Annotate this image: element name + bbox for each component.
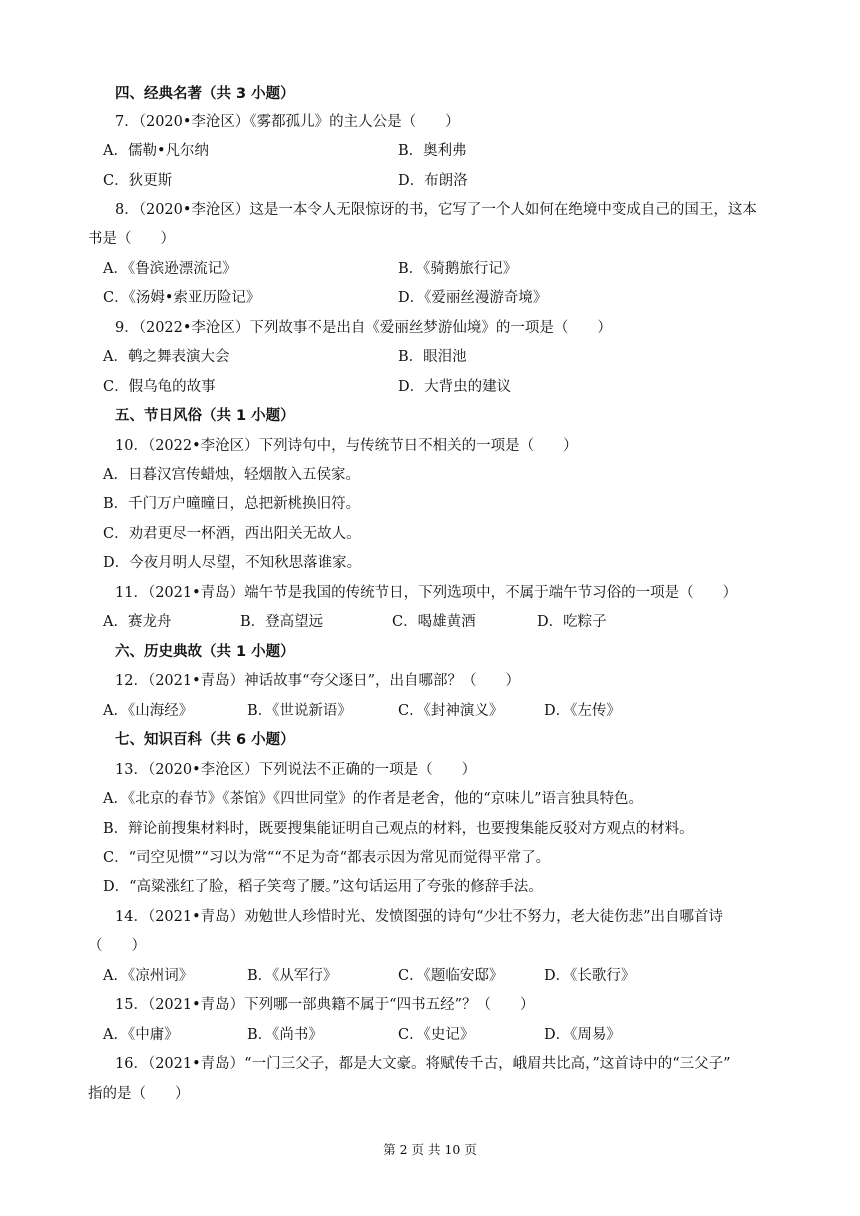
question-7-stem: 7．（2020•李沧区）《雾都孤儿》的主人公是（ ） bbox=[115, 114, 460, 130]
question-14-option-c: C．《题临安邸》 bbox=[398, 968, 504, 984]
question-7-option-c: C．狄更斯 bbox=[103, 173, 173, 189]
question-12-option-a: A．《山海经》 bbox=[103, 703, 194, 719]
question-9-option-d: D．大背虫的建议 bbox=[398, 379, 512, 395]
question-12-option-c: C．《封神演义》 bbox=[398, 703, 504, 719]
question-9-option-b: B．眼泪池 bbox=[398, 349, 467, 365]
question-13-option-b: B．辩论前搜集材料时，既要搜集能证明自己观点的材料，也要搜集能反驳对方观点的材料。 bbox=[103, 821, 694, 837]
question-8-option-b: B．《骑鹅旅行记》 bbox=[398, 261, 518, 277]
question-10-option-b: B．千门万户曈曈日，总把新桃换旧符。 bbox=[103, 496, 361, 512]
question-8-option-a: A．《鲁滨逊漂流记》 bbox=[103, 261, 237, 277]
question-11-option-b: B．登高望远 bbox=[240, 614, 324, 630]
question-13-option-a: A．《北京的春节》《茶馆》《四世同堂》的作者是老舍，他的“京味儿”语言独具特色。 bbox=[103, 791, 644, 807]
question-10-option-a: A．日暮汉宫传蜡烛，轻烟散入五侯家。 bbox=[103, 467, 360, 483]
question-7-option-a: A．儒勒•凡尔纳 bbox=[103, 143, 210, 159]
question-13-option-c: C．“司空见惯”“习以为常““不足为奇“都表示因为常见而觉得平常了。 bbox=[103, 850, 551, 866]
question-9-option-a: A．鹌之舞表演大会 bbox=[103, 349, 230, 365]
question-10-option-c: C．劝君更尽一杯酒，西出阳关无故人。 bbox=[103, 526, 361, 542]
question-11-option-c: C．喝雄黄酒 bbox=[392, 614, 476, 630]
question-15-option-a: A．《中庸》 bbox=[103, 1027, 179, 1043]
question-16-stem-line1: 16．（2021•青岛）“一门三父子，都是大文豪。将赋传千古，峨眉共比高，”这首诗中的“三父子” bbox=[115, 1056, 731, 1072]
question-9-stem: 9．（2022•李沧区）下列故事不是出自《爱丽丝梦游仙境》的一项是（ ） bbox=[115, 320, 612, 336]
question-14-stem-line2: （ ） bbox=[88, 938, 146, 954]
question-11-option-d: D．吃粽子 bbox=[537, 614, 607, 630]
question-11-option-a: A．赛龙舟 bbox=[103, 614, 172, 630]
question-8-option-d: D．《爱丽丝漫游奇境》 bbox=[398, 290, 548, 306]
page-footer: 第 2 页 共 10 页 bbox=[383, 1142, 477, 1157]
question-14-stem-line1: 14．（2021•青岛）劝勉世人珍惜时光、发愤图强的诗句“少壮不努力，老大徒伤悲”出自哪首诗 bbox=[115, 909, 723, 925]
question-10-stem: 10．（2022•李沧区）下列诗句中，与传统节日不相关的一项是（ ） bbox=[115, 438, 578, 454]
question-15-option-d: D．《周易》 bbox=[544, 1027, 621, 1043]
question-8-option-c: C．《汤姆•索亚历险记》 bbox=[103, 290, 261, 306]
section-heading-knowledge: 七、知识百科（共 6 小题） bbox=[115, 732, 295, 748]
question-8-stem-line1: 8．（2020•李沧区）这是一本令人无限惊讶的书，它写了一个人如何在绝境中变成自己的国王，这本 bbox=[115, 202, 757, 218]
question-14-option-a: A．《凉州词》 bbox=[103, 968, 194, 984]
question-13-option-d: D．“高粱涨红了脸，稻子笑弯了腰。”这句话运用了夸张的修辞手法。 bbox=[103, 879, 543, 895]
question-12-stem: 12．（2021•青岛）神话故事“夸父逐日”，出自哪部？（ ） bbox=[115, 673, 520, 689]
question-15-option-b: B．《尚书》 bbox=[247, 1027, 323, 1043]
question-14-option-b: B．《从军行》 bbox=[247, 968, 338, 984]
question-14-option-d: D．《长歌行》 bbox=[544, 968, 636, 984]
question-12-option-d: D．《左传》 bbox=[544, 703, 621, 719]
section-heading-festivals: 五、节日风俗（共 1 小题） bbox=[115, 408, 295, 424]
question-15-option-c: C．《史记》 bbox=[398, 1027, 475, 1043]
question-9-option-c: C．假乌龟的故事 bbox=[103, 379, 216, 395]
section-heading-classics: 四、经典名著（共 3 小题） bbox=[115, 86, 295, 102]
question-10-option-d: D．今夜月明人尽望，不知秋思落谁家。 bbox=[103, 555, 362, 571]
question-8-stem-line2: 书是（ ） bbox=[88, 231, 175, 247]
question-7-option-b: B．奥利弗 bbox=[398, 143, 467, 159]
question-12-option-b: B．《世说新语》 bbox=[247, 703, 352, 719]
question-16-stem-line2: 指的是（ ） bbox=[88, 1086, 190, 1102]
question-11-stem: 11．（2021•青岛）端午节是我国的传统节日，下列选项中，不属于端午节习俗的一项是（ ） bbox=[115, 585, 738, 601]
question-7-option-d: D．布朗洛 bbox=[398, 173, 468, 189]
question-13-stem: 13．（2020•李沧区）下列说法不正确的一项是（ ） bbox=[115, 762, 477, 778]
question-15-stem: 15．（2021•青岛）下列哪一部典籍不属于“四书五经”？（ ） bbox=[115, 997, 535, 1013]
section-heading-history: 六、历史典故（共 1 小题） bbox=[115, 644, 295, 660]
